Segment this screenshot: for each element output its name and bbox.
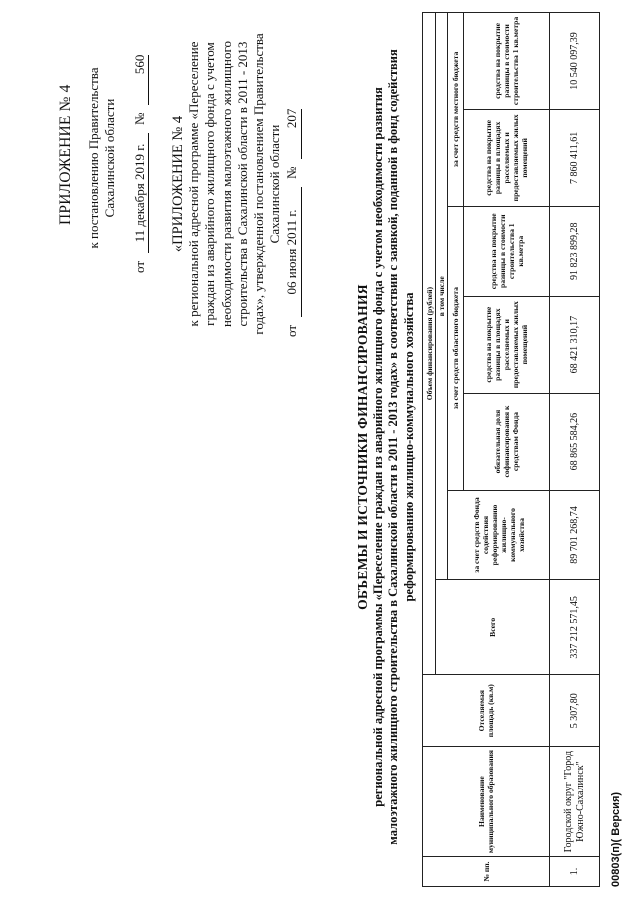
decree-date-line	[132, 43, 149, 273]
header-reg-share: обязательная доля софинансирования к средствам Фонда	[464, 393, 550, 490]
cell-reg-diff-cost: 91 823 899,28	[550, 206, 600, 296]
original-date-line	[284, 29, 301, 339]
header-reg-diff-area: средства на покрытие разницы в площадях расселяемых и предоставляемых жилых помещений	[464, 296, 550, 393]
original-appendix-title: «ПРИЛОЖЕНИЕ № 4	[170, 115, 186, 253]
date-prefix: от	[132, 260, 147, 273]
decree-reference: к постановлению Правительства Сахалинской области	[86, 67, 117, 249]
cell-fund: 89 701 268,74	[550, 490, 600, 580]
table-row	[550, 13, 600, 887]
appendix-title: ПРИЛОЖЕНИЕ № 4	[57, 84, 74, 225]
header-loc-diff-cost: средства на покрытие разницы в стоимости строительства 1 кв.метра	[464, 13, 550, 110]
cell-reg-diff-area: 68 421 310,17	[550, 296, 600, 393]
date-prefix: от	[284, 324, 300, 337]
header-loc-diff-area: средства на покрытие разницы в площадях расселяемых и предоставляемых жилых помещений	[464, 109, 550, 206]
main-title-subtitle: региональной адресной программы «Переселение граждан из аварийного жилищного фонда с учетом необходимости развития малоэтажного жилищного строительства в Сахалинской области в 2011 - 2013 годах» в соответствии с заявкой, поданной в фонд содействия реформированию жилищно-коммунального хозяйства	[370, 49, 416, 845]
original-number: 207	[284, 109, 301, 159]
document-code: 00803(п)( Версия)	[610, 791, 622, 887]
financing-table	[422, 12, 600, 887]
header-local: за счет средств местного бюджета	[448, 13, 464, 207]
original-date: 06 июня 2011 г.	[284, 187, 301, 317]
cell-loc-diff-cost: 10 540 097,39	[550, 13, 600, 110]
decree-date: 11 декабря 2019 г.	[132, 133, 149, 253]
header-reg-diff-cost: средства на покрытие разницы в стоимости строительства 1 кв.метра	[464, 206, 550, 296]
header-including: в том числе	[436, 13, 448, 580]
header-municipality: Наименование муниципального образования	[423, 747, 550, 857]
cell-reg-share: 68 865 584,26	[550, 393, 600, 490]
header-fund: за счет средств Фонда содействия реформированию жилищно-коммунального хозяйства	[448, 490, 550, 580]
main-title	[355, 47, 417, 847]
cell-total: 337 212 571,45	[550, 580, 600, 675]
cell-municipality: Городской округ "Город Южно-Сахалинск"	[550, 747, 600, 857]
header-num: № пп.	[423, 857, 550, 887]
original-appendix-block	[170, 29, 302, 339]
cell-loc-diff-area: 7 860 411,61	[550, 109, 600, 206]
number-sign: №	[132, 112, 147, 125]
original-appendix-text: к региональной адресной программе «Переселение граждан из аварийного жилищного фонда с учетом необходимости развития малоэтажного жилищного строительства в Сахалинской области в 2011 - 2013 годах», утвержденной постановлением Правительства Сахалинской области	[186, 33, 283, 335]
header-financing: Объем финансирования (рублей)	[423, 13, 436, 675]
cell-num: 1.	[550, 857, 600, 887]
header-regional: за счет средств областного бюджета	[448, 206, 464, 490]
number-sign: №	[284, 166, 300, 179]
cell-area: 5 307,80	[550, 675, 600, 747]
decree-number: 560	[132, 55, 149, 105]
header-area: Отселяемая площадь (кв.м)	[423, 675, 550, 747]
main-title-heading: ОБЪЕМЫ И ИСТОЧНИКИ ФИНАНСИРОВАНИЯ	[355, 284, 370, 610]
header-total: Всего	[436, 580, 550, 675]
